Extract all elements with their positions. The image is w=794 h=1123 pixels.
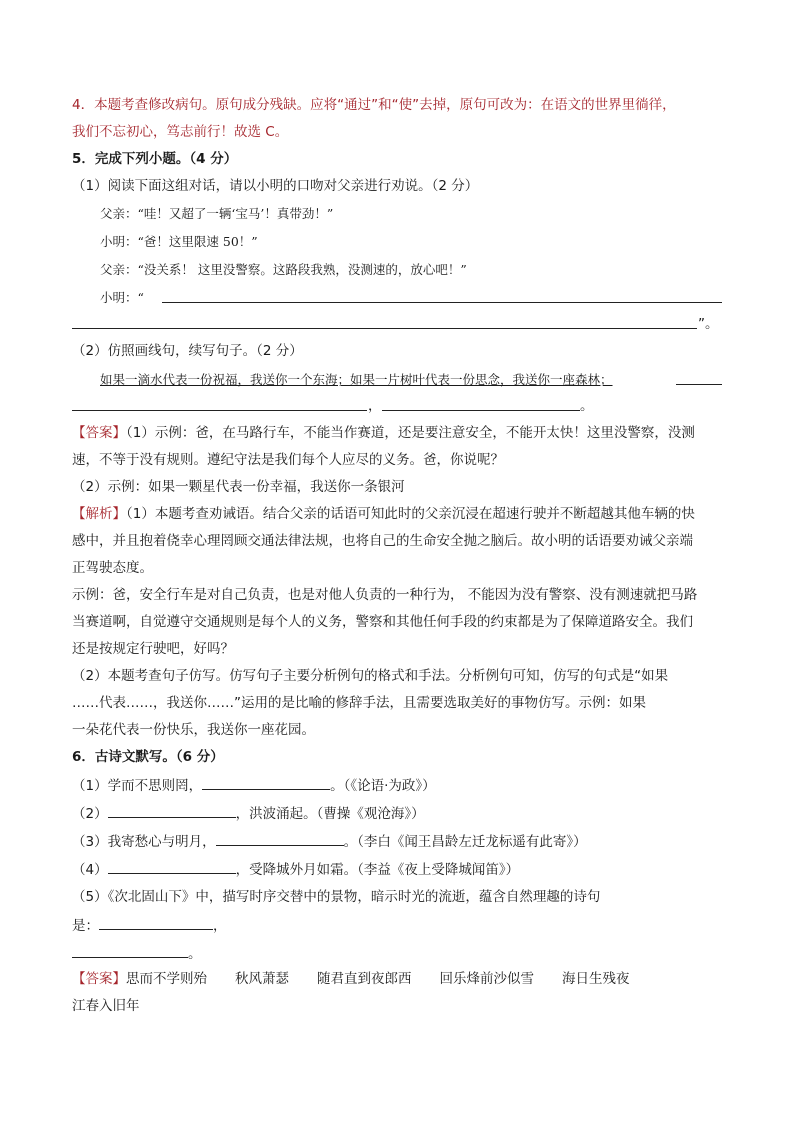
answer5-line-3: （2）示例：如果一颗星代表一份幸福，我送你一条银河 <box>72 479 405 495</box>
q6-comma: ， <box>213 918 227 934</box>
q6-item-5-line-1: （5）《次北固山下》中，描写时序交替中的景物，暗示时光的流逝，蕴含自然理趣的诗句 <box>72 889 601 905</box>
q6-item-3-source: 。（李白《闻王昌龄左迁龙标遥有此寄》） <box>343 834 587 850</box>
q6-item-3 <box>72 831 587 852</box>
analysis5-line-3: 正驾驶态度。 <box>72 560 153 576</box>
imitation-blank-2[interactable] <box>72 410 367 411</box>
q4-line-2: 我们不忘初心，笃志前行！故选 C。 <box>72 124 289 140</box>
q6-blank-4[interactable] <box>108 859 236 874</box>
answer5-line-2: 速，不等于没有规则。遵纪守法是我们每个人应尽的义务。爸，你说呢？ <box>72 452 504 468</box>
answer5-text-1: （1）示例：爸，在马路行车，不能当作赛道，还是要注意安全，不能开太快！这里没警察，没测 <box>126 425 695 441</box>
analysis5-p2-line-2: ……代表……，我送你……”运用的是比喻的修辞手法，且需要选取美好的事物仿写。示例：如果 <box>72 695 646 711</box>
q6-item-5-line-3 <box>72 943 202 964</box>
answer6-label: 【答案】 <box>72 971 126 987</box>
q6-item-1-source: 。（《论语·为政》） <box>330 778 436 794</box>
dialog-line-3: 父亲：“没关系！ 这里没警察。这路段我熟，没测速的，放心吧！” <box>100 262 467 277</box>
q6-item-1-text: （1）学而不思则罔， <box>72 778 203 794</box>
imitation-example: 如果一滴水代表一份祝福，我送你一个东海；如果一片树叶代表一份思念，我送你一座森林； <box>100 372 613 387</box>
answer6-line-2: 江春入旧年 <box>72 998 140 1014</box>
analysis5-p2-line-3: 一朵花代表一份快乐，我送你一座花园。 <box>72 722 315 738</box>
analysis5-text-1: （1）本题考查劝诫语。结合父亲的话语可知此时的父亲沉浸在超速行驶并不断超越其他车辆的快 <box>126 506 695 522</box>
answer6-item-1: 思而不学则殆 <box>126 971 207 987</box>
q6-item-4-text: （4） <box>72 862 108 878</box>
answer6-item-4: 回乐烽前沙似雪 <box>439 971 534 987</box>
q6-blank-1[interactable] <box>202 775 330 790</box>
imitation-period: 。 <box>580 398 594 414</box>
q6-item-2-text: （2） <box>72 806 108 822</box>
xiaoming-answer-blank-2[interactable] <box>72 328 697 329</box>
analysis5-example-2: 当赛道啊，自觉遵守交通规则是每个人的义务，警察和其他任何手段的约束都是为了保障道路安全。我们 <box>72 614 693 630</box>
q6-period: 。 <box>188 946 202 962</box>
analysis5-line-1 <box>72 504 695 524</box>
answer6-item-2: 秋风萧瑟 <box>235 971 289 987</box>
xiaoming-close-quote: ”。 <box>698 316 719 332</box>
q6-item-2-source: ，洪波涌起。（曹操《观沧海》） <box>235 806 425 822</box>
analysis-label: 【解析】 <box>72 506 126 522</box>
dialog-line-2: 小明：“爸！这里限速 50！” <box>100 234 258 249</box>
q6-item-1 <box>72 775 436 796</box>
q6-blank-2[interactable] <box>108 803 236 818</box>
answer-label: 【答案】 <box>72 425 126 441</box>
dialog-line-1: 父亲：“哇！又超了一辆‘宝马’！真带劲！” <box>100 206 334 221</box>
answer5-line-1 <box>72 423 695 443</box>
q5-title: 5．完成下列小题。（4 分） <box>72 151 238 167</box>
q5-sub1: （1）阅读下面这组对话，请以小明的口吻对父亲进行劝说。（2 分） <box>72 178 479 194</box>
q6-item-3-text: （3）我寄愁心与明月， <box>72 834 216 850</box>
q6-blank-5b[interactable] <box>72 943 188 958</box>
imitation-blank-3[interactable] <box>382 410 580 411</box>
xiaoming-prefix: 小明：“ <box>100 290 144 305</box>
analysis5-p2-line-1: （2）本题考查句子仿写。仿写句子主要分析例句的格式和手法。分析例句可知，仿写的句式是“如果 <box>72 668 669 684</box>
q6-title: 6．古诗文默写。（6 分） <box>72 749 224 765</box>
analysis5-example-3: 还是按规定行驶吧，好吗？ <box>72 641 234 657</box>
imitation-comma: ， <box>368 398 382 414</box>
xiaoming-answer-blank-1[interactable] <box>162 302 722 303</box>
q4-line-1: 4．本题考查修改病句。原句成分残缺。应将“通过”和“使”去掉，原句可改为：在语文的世界里徜徉， <box>72 97 676 113</box>
q5-sub2: （2）仿照画线句，续写句子。（2 分） <box>72 343 303 359</box>
analysis5-example-1: 示例：爸，安全行车是对自己负责，也是对他人负责的一种行为， 不能因为没有警察、没有测速就把马路 <box>72 587 698 603</box>
q6-blank-3[interactable] <box>216 831 344 846</box>
answer6-item-5: 海日生残夜 <box>562 971 630 987</box>
imitation-blank-1[interactable] <box>676 384 722 385</box>
q6-item-4-source: ，受降城外月如霜。（李益《夜上受降城闻笛》） <box>235 862 520 878</box>
q6-item-2 <box>72 803 425 824</box>
q6-blank-5a[interactable] <box>99 915 213 930</box>
q6-item-5-prefix: 是： <box>72 918 99 934</box>
q6-item-5-line-2 <box>72 915 227 936</box>
q6-item-4 <box>72 859 519 880</box>
answer6-item-3: 随君直到夜郎西 <box>317 971 412 987</box>
answer6-line-1 <box>72 969 630 989</box>
analysis5-line-2: 感中，并且抱着侥幸心理罔顾交通法律法规，也将自己的生命安全抛之脑后。故小明的话语要劝诫父亲端 <box>72 533 693 549</box>
